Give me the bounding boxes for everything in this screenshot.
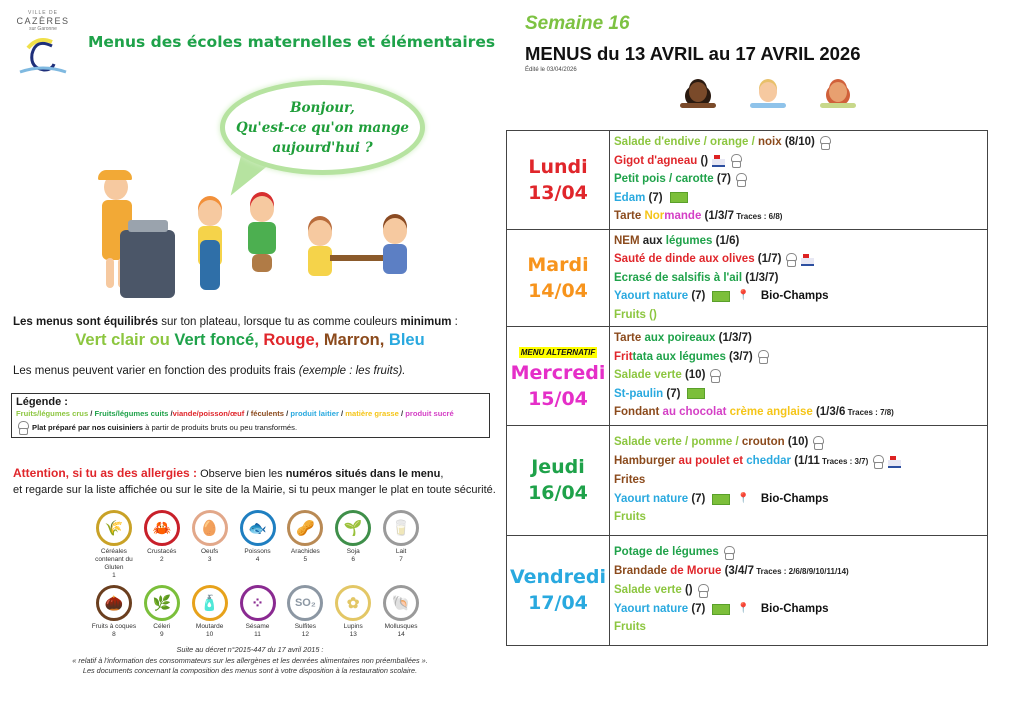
organic-label-icon bbox=[712, 604, 730, 615]
menu-dates: MENUS du 13 AVRIL au 17 AVRIL 2026 bbox=[525, 43, 861, 64]
allergens-grid bbox=[90, 510, 425, 638]
day-name: Lundi bbox=[528, 155, 588, 178]
color-word: Marron bbox=[323, 331, 380, 349]
day-row bbox=[507, 425, 988, 535]
color-word: , bbox=[254, 331, 264, 349]
day-name: Vendredi bbox=[509, 566, 607, 588]
speech-bubble bbox=[220, 80, 425, 175]
local-pin-icon: 📍 bbox=[737, 602, 750, 614]
dish-name-part: mande bbox=[664, 210, 702, 222]
allergy-bold: numéros situés dans le menu bbox=[285, 468, 441, 480]
local-pin-icon: 📍 bbox=[737, 290, 750, 301]
dish-name-part: crouton bbox=[741, 436, 785, 449]
dish-item bbox=[614, 287, 983, 306]
cazeres-logo bbox=[12, 10, 74, 90]
allergen-icon: ✿ bbox=[335, 585, 371, 621]
dish-name-part: Ecrasé de salsifis à l'ail bbox=[614, 271, 743, 284]
day-row bbox=[507, 327, 988, 426]
allergen-name: Sulfites bbox=[294, 623, 317, 630]
decree-line-2: « relatif à l'information des consommateurs sur les allergènes et les denrées alimentaires non préemballées ». bbox=[72, 655, 428, 665]
allergen-name: Moutarde bbox=[195, 623, 224, 630]
dish-name-part: Brandade bbox=[614, 564, 671, 577]
legend-category: / bbox=[284, 409, 291, 418]
organic-label-icon bbox=[670, 192, 688, 203]
dish-item bbox=[614, 306, 983, 325]
allergen-number: 3 bbox=[207, 556, 212, 563]
allergen-icon: 🦀 bbox=[144, 510, 180, 546]
dish-name-part: Tarte bbox=[614, 332, 645, 344]
allergen-number: 1 bbox=[112, 572, 116, 579]
day-name: Mercredi bbox=[510, 361, 606, 384]
allergen-number: 14 bbox=[397, 631, 405, 638]
allergen-item bbox=[138, 510, 186, 579]
week-label: Semaine 16 bbox=[525, 13, 630, 34]
dish-name-part: Petit pois / carotte bbox=[614, 173, 714, 185]
dish-name-part: Gigot d'agneau bbox=[614, 154, 698, 167]
legend-category: / bbox=[338, 409, 346, 418]
dish-item bbox=[614, 508, 983, 527]
dish-allergens: (7) bbox=[645, 191, 663, 204]
chef-hat-icon bbox=[811, 436, 824, 449]
legend-category: Fruits/légumes cuits bbox=[94, 409, 169, 418]
color-word: ou bbox=[145, 331, 175, 349]
dish-name-part: Tarte bbox=[614, 210, 645, 222]
balance-text bbox=[13, 316, 458, 328]
dish-allergens: () bbox=[697, 154, 709, 167]
dishes-cell bbox=[610, 327, 988, 426]
legend-category: produit laitier bbox=[290, 409, 339, 418]
legend-category: / bbox=[168, 409, 173, 418]
chef-hat-icon bbox=[16, 421, 29, 434]
colors-line bbox=[0, 331, 500, 350]
allergen-name: Poissons bbox=[244, 548, 271, 555]
dish-allergens: (1/3/6 bbox=[812, 406, 846, 418]
bubble-line-1: Bonjour, bbox=[290, 99, 355, 116]
french-origin-label-icon bbox=[800, 254, 815, 265]
allergen-number: 10 bbox=[206, 631, 214, 638]
balance-body: sur ton plateau, lorsque tu as comme couleurs bbox=[158, 316, 401, 328]
day-date: 17/04 bbox=[528, 592, 588, 614]
dish-allergens: (1/3/7 bbox=[701, 210, 734, 222]
allergen-name: Mollusques bbox=[384, 623, 418, 630]
allergy-text-1: Observe bien les bbox=[197, 468, 286, 480]
allergen-name: Fruits à coques bbox=[91, 623, 137, 630]
french-origin-label-icon bbox=[887, 456, 902, 467]
allergen-number: 6 bbox=[351, 556, 356, 563]
dish-name-part: Yaourt nature bbox=[614, 290, 689, 302]
chef-hat-icon bbox=[734, 173, 747, 186]
dish-traces: Traces : 6/8) bbox=[733, 212, 783, 221]
dish-item bbox=[614, 329, 983, 348]
dish-name-part: Potage de légumes bbox=[614, 546, 719, 559]
chef-hat-icon bbox=[756, 350, 769, 363]
allergen-item bbox=[329, 585, 377, 638]
dish-name-part: Hamburger bbox=[614, 454, 679, 467]
dish-name-part: tata aux légumes bbox=[632, 350, 726, 363]
allergen-number: 5 bbox=[303, 556, 308, 563]
dish-item bbox=[614, 403, 983, 423]
allergen-number: 4 bbox=[255, 556, 260, 563]
allergy-attention: Attention, si tu as des allergies : bbox=[13, 466, 198, 480]
dish-name-part: NEM bbox=[614, 234, 640, 247]
legend-chef-text: à partir de produits bruts ou peu transformés. bbox=[143, 423, 298, 432]
dish-item bbox=[614, 189, 983, 208]
day-cell bbox=[507, 131, 610, 230]
color-word: Vert clair bbox=[75, 331, 146, 349]
allergen-name: Soja bbox=[346, 548, 360, 555]
dish-item bbox=[614, 348, 983, 367]
child-face-1-icon bbox=[680, 80, 716, 110]
child-cap-icon bbox=[242, 192, 282, 292]
dish-name-part: noix bbox=[757, 136, 782, 148]
dish-allergens: (3/4/7 bbox=[721, 564, 754, 577]
allergen-item bbox=[186, 585, 234, 638]
dish-allergens: (10) bbox=[681, 369, 706, 381]
vary-example: (exemple : les fruits). bbox=[298, 365, 406, 377]
allergen-item bbox=[377, 510, 425, 579]
day-cell bbox=[507, 327, 610, 426]
legend-category: / bbox=[244, 409, 251, 418]
allergen-icon: 🐟 bbox=[240, 510, 276, 546]
allergy-text-2: , bbox=[440, 468, 444, 480]
food-tray-icon bbox=[128, 220, 168, 232]
dish-name-part: Salade d'endive / orange / bbox=[614, 136, 758, 148]
allergen-icon: SO₂ bbox=[287, 585, 323, 621]
allergen-item bbox=[90, 585, 138, 638]
allergen-name: Arachides bbox=[290, 548, 320, 555]
canteen-illustration bbox=[90, 70, 460, 300]
logo-emblem-icon bbox=[18, 34, 68, 80]
day-cell bbox=[507, 535, 610, 645]
dish-name-part: Nor bbox=[644, 210, 665, 222]
dish-item bbox=[614, 366, 983, 385]
legend-box bbox=[11, 393, 490, 438]
allergen-item bbox=[329, 510, 377, 579]
dish-item bbox=[614, 543, 983, 562]
dish-traces: Traces : 2/6/8/9/10/11/14) bbox=[753, 566, 849, 576]
allergen-icon: 🥛 bbox=[383, 510, 419, 546]
dish-traces: Traces : 7/8) bbox=[845, 408, 894, 417]
allergen-name: Lait bbox=[395, 548, 407, 555]
chef-hat-icon bbox=[818, 136, 831, 149]
dish-name-part: Fruits () bbox=[614, 308, 657, 321]
dish-item bbox=[614, 170, 983, 189]
dish-item bbox=[614, 433, 983, 452]
dish-allergens: (10) bbox=[784, 436, 809, 449]
dish-name-part: Frites bbox=[614, 474, 646, 487]
allergen-item bbox=[186, 510, 234, 579]
dish-allergens: (3/7) bbox=[725, 350, 753, 363]
dish-item bbox=[614, 452, 983, 472]
allergen-number: 8 bbox=[112, 631, 116, 638]
allergen-number: 7 bbox=[399, 556, 403, 563]
legend-category: / bbox=[398, 409, 406, 418]
color-word: Vert foncé bbox=[174, 331, 255, 349]
day-date: 14/04 bbox=[528, 279, 588, 302]
day-row bbox=[507, 229, 988, 327]
allergen-icon: ⁘ bbox=[240, 585, 276, 621]
allergen-number: 13 bbox=[349, 631, 357, 638]
color-word: , bbox=[379, 331, 389, 349]
dish-name-part: de Morue bbox=[670, 564, 722, 577]
allergen-row bbox=[90, 585, 425, 638]
day-cell bbox=[507, 425, 610, 535]
decree-line-3: Les documents concernant la composition des menus sont à votre disposition à la restauration scolaire. bbox=[82, 666, 418, 675]
dish-item bbox=[614, 269, 983, 288]
dish-item bbox=[614, 152, 983, 171]
organic-label-icon bbox=[687, 388, 705, 399]
dish-allergens: (1/3/7) bbox=[742, 271, 779, 284]
balance-bold-1: Les menus sont équilibrés bbox=[13, 316, 159, 328]
french-origin-label-icon bbox=[711, 155, 726, 166]
legend-title: Légende : bbox=[16, 396, 68, 408]
legend-category: féculents bbox=[250, 409, 285, 418]
organic-label-icon bbox=[712, 494, 730, 505]
allergen-name: Oeufs bbox=[200, 548, 219, 555]
day-name: Mardi bbox=[527, 253, 589, 276]
balance-end: : bbox=[451, 316, 458, 328]
dish-item bbox=[614, 207, 983, 227]
dish-allergens: (7) bbox=[688, 290, 706, 302]
allergen-item bbox=[138, 585, 186, 638]
child-face-2-icon bbox=[750, 80, 786, 110]
dish-name-part: Yaourt nature bbox=[614, 602, 689, 615]
dish-item bbox=[614, 600, 983, 619]
dish-name-part: aux bbox=[639, 234, 666, 247]
dish-name-part: au poulet et bbox=[678, 454, 747, 467]
organic-label-icon bbox=[712, 291, 730, 302]
bubble-line-2: Qu'est-ce qu'on mange bbox=[235, 119, 410, 136]
legend-category: Fruits/légumes crus bbox=[16, 409, 89, 418]
color-word: Bleu bbox=[388, 331, 425, 349]
legend-chef-bold: Plat préparé par nos cuisiniers bbox=[32, 423, 143, 432]
legend-category: matière grasse bbox=[345, 409, 399, 418]
dishes-cell bbox=[610, 229, 988, 327]
dish-allergens: (8/10) bbox=[781, 136, 815, 148]
chef-hat-icon bbox=[729, 154, 742, 167]
dish-name-part: au chocolat bbox=[662, 406, 730, 418]
child-eating-2-icon bbox=[375, 218, 415, 298]
dish-name-part: Fruits bbox=[614, 621, 646, 634]
allergy-warning bbox=[13, 465, 496, 498]
dish-allergens: (7) bbox=[663, 387, 681, 400]
page-title: Menus des écoles maternelles et élémentaires bbox=[88, 33, 496, 51]
dish-traces: Traces : 3/7) bbox=[819, 456, 869, 466]
allergen-icon: 🌱 bbox=[335, 510, 371, 546]
dishes-cell bbox=[610, 535, 988, 645]
dish-item bbox=[614, 232, 983, 251]
color-word: Rouge bbox=[263, 331, 315, 349]
dish-name-part: Sauté de dinde aux olives bbox=[614, 253, 755, 265]
farm-name: Bio-Champs bbox=[760, 290, 829, 302]
dish-allergens: (1/7) bbox=[754, 253, 782, 265]
dish-allergens: (1/6) bbox=[712, 234, 740, 247]
dish-allergens: (7) bbox=[688, 602, 706, 615]
dishes-cell bbox=[610, 425, 988, 535]
dish-name-part: légumes bbox=[665, 234, 713, 247]
dish-name-part: Salade verte / pomme / bbox=[614, 436, 742, 449]
dish-name-part: crème anglaise bbox=[729, 406, 813, 418]
dish-item bbox=[614, 133, 983, 152]
chef-hat-icon bbox=[696, 584, 709, 597]
balance-bold-2: minimum bbox=[400, 316, 452, 328]
allergen-icon: 🐚 bbox=[383, 585, 419, 621]
allergen-icon: 🥜 bbox=[287, 510, 323, 546]
dish-item bbox=[614, 618, 983, 637]
decree-note bbox=[40, 645, 460, 677]
alternative-menu-badge: MENU ALTERNATIF bbox=[520, 347, 596, 357]
allergen-item bbox=[234, 510, 282, 579]
allergen-item bbox=[281, 585, 329, 638]
day-date: 16/04 bbox=[528, 482, 588, 504]
dish-name-part: cheddar bbox=[746, 454, 792, 467]
chef-hat-icon bbox=[708, 369, 721, 382]
color-word: , bbox=[314, 331, 324, 349]
dishes-cell bbox=[610, 131, 988, 230]
logo-ville: VILLE DE bbox=[28, 10, 58, 16]
edited-date: Édité le 03/04/2026 bbox=[525, 67, 577, 73]
allergen-name: Sésame bbox=[245, 623, 270, 630]
dish-item bbox=[614, 581, 983, 600]
dish-name-part: aux poireaux bbox=[644, 332, 716, 344]
dish-item bbox=[614, 562, 983, 582]
allergen-item bbox=[90, 510, 138, 579]
logo-sub: sur Garonne bbox=[29, 26, 57, 32]
legend-categories bbox=[16, 409, 485, 418]
legend-category: produit sucré bbox=[405, 409, 454, 418]
allergen-item bbox=[377, 585, 425, 638]
dish-item bbox=[614, 490, 983, 509]
day-date: 13/04 bbox=[528, 181, 588, 204]
dish-item bbox=[614, 385, 983, 404]
child-face-3-icon bbox=[820, 80, 856, 110]
chef-hat-icon bbox=[784, 253, 797, 266]
dish-name-part: St-paulin bbox=[614, 387, 664, 400]
logo-name: CAZÈRES bbox=[16, 16, 70, 26]
dish-allergens: () bbox=[681, 584, 693, 597]
dish-allergens: (7) bbox=[688, 492, 706, 505]
allergen-icon: 🌰 bbox=[96, 585, 132, 621]
allergen-name: Crustacés bbox=[147, 548, 177, 555]
allergen-name: Céréales contenant du Gluten bbox=[95, 548, 133, 571]
local-pin-icon: 📍 bbox=[737, 492, 750, 504]
vary-body: Les menus peuvent varier en fonction des produits frais bbox=[13, 365, 299, 377]
allergen-name: Céleri bbox=[153, 623, 171, 630]
allergen-icon: 🌿 bbox=[144, 585, 180, 621]
allergen-row bbox=[90, 510, 425, 579]
decree-line-1: Suite au décret n°2015-447 du 17 avril 2015 : bbox=[176, 645, 324, 654]
allergen-number: 2 bbox=[159, 556, 164, 563]
dish-item bbox=[614, 471, 983, 490]
children-faces bbox=[680, 80, 856, 110]
day-row bbox=[507, 131, 988, 230]
allergen-number: 9 bbox=[159, 631, 164, 638]
allergen-icon: 🥚 bbox=[192, 510, 228, 546]
serving-counter-icon bbox=[120, 230, 175, 298]
day-name: Jeudi bbox=[531, 456, 585, 478]
allergen-item bbox=[234, 585, 282, 638]
chef-hat-icon bbox=[722, 546, 735, 559]
legend-chef-note bbox=[16, 421, 485, 434]
allergen-icon: 🧴 bbox=[192, 585, 228, 621]
dish-item bbox=[614, 250, 983, 269]
bubble-line-3: aujourd'hui ? bbox=[272, 139, 373, 156]
day-row bbox=[507, 535, 988, 645]
dish-name-part: Fondant bbox=[614, 406, 663, 418]
farm-name: Bio-Champs bbox=[760, 602, 829, 615]
allergen-name: Lupins bbox=[343, 623, 363, 630]
legend-category: / bbox=[88, 409, 95, 418]
allergen-number: 11 bbox=[254, 631, 261, 638]
dish-name-part: Yaourt nature bbox=[614, 492, 689, 505]
menu-table bbox=[506, 130, 988, 646]
chef-hat-icon bbox=[871, 455, 884, 468]
vary-text bbox=[13, 365, 405, 377]
allergen-icon: 🌾 bbox=[96, 510, 132, 546]
dish-name-part: Salade verte bbox=[614, 369, 682, 381]
allergy-line-2: et regarde sur la liste affichée ou sur le site de la Mairie, si tu peux manger le plat en toute sécurité. bbox=[13, 484, 496, 496]
dish-allergens: (1/3/7) bbox=[715, 332, 752, 344]
legend-category: viande/poisson/œuf bbox=[172, 409, 245, 418]
farm-name: Bio-Champs bbox=[760, 492, 829, 505]
dish-name-part: Salade verte bbox=[614, 584, 682, 597]
day-cell bbox=[507, 229, 610, 327]
child-glasses-icon bbox=[190, 200, 230, 300]
dish-allergens: (7) bbox=[713, 173, 731, 185]
day-date: 15/04 bbox=[528, 387, 588, 410]
dish-allergens: (1/11 bbox=[791, 454, 820, 467]
dish-name-part: Fruits bbox=[614, 511, 646, 524]
allergen-item bbox=[281, 510, 329, 579]
allergen-number: 12 bbox=[301, 631, 309, 638]
dish-name-part: Frit bbox=[614, 350, 633, 363]
dish-name-part: Edam bbox=[614, 191, 646, 204]
